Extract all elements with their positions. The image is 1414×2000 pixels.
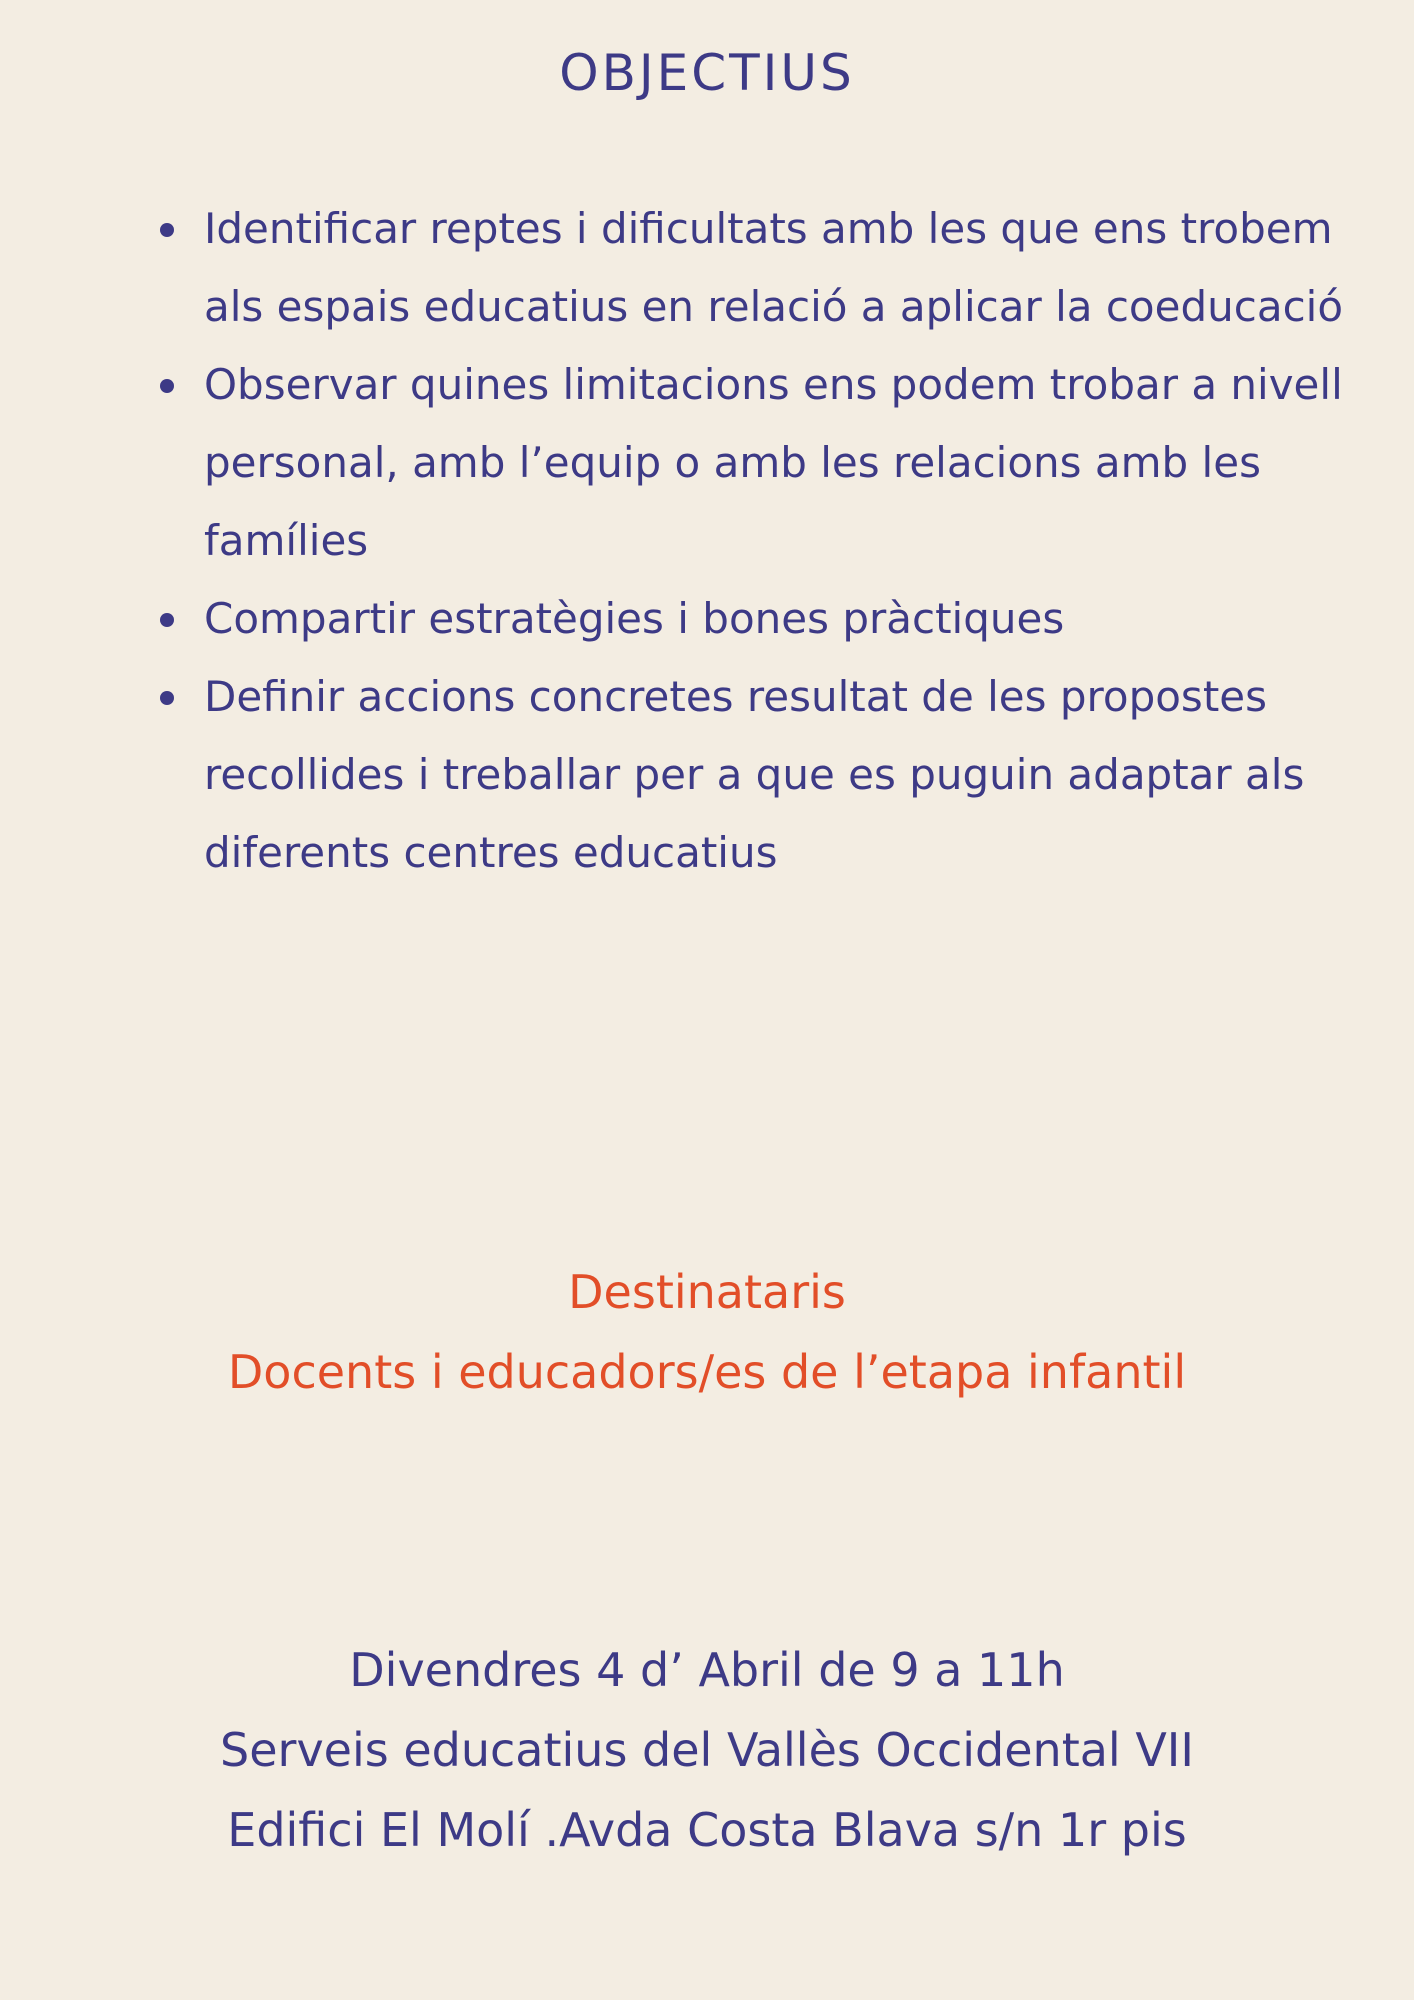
objective-text: Compartir estratègies i bones pràctiques	[204, 594, 1065, 643]
destinataris-text: Docents i educadors/es de l’etapa infantil	[227, 1345, 1187, 1399]
list-item	[204, 346, 1374, 580]
event-info	[0, 1630, 1414, 1870]
bullet-icon	[160, 223, 174, 237]
destinataris-heading: Destinataris	[568, 1265, 846, 1319]
objectives-list	[150, 190, 1374, 892]
list-item	[204, 190, 1374, 346]
event-address: Edifici El Molí .Avda Costa Blava s/n 1r pis	[227, 1803, 1187, 1857]
list-item	[204, 580, 1374, 658]
bullet-icon	[160, 379, 174, 393]
objective-text: Definir accions concretes resultat de les propostes recollides i treballar per a que es puguin adaptar als diferents centres educatius	[204, 672, 1305, 877]
objective-text: Identificar reptes i dificultats amb les que ens trobem als espais educatius en relació a aplicar la coeducació	[204, 204, 1344, 331]
list-item	[204, 658, 1374, 892]
page-title: OBJECTIUS	[559, 44, 855, 102]
event-venue: Serveis educatius del Vallès Occidental VII	[220, 1723, 1194, 1777]
bullet-icon	[160, 613, 174, 627]
event-date: Divendres 4 d’ Abril de 9 a 11h	[349, 1643, 1065, 1697]
bullet-icon	[160, 691, 174, 705]
destinataris-section	[0, 1252, 1414, 1412]
objective-text: Observar quines limitacions ens podem trobar a nivell personal, amb l’equip o amb les relacions amb les famílies	[204, 360, 1343, 565]
